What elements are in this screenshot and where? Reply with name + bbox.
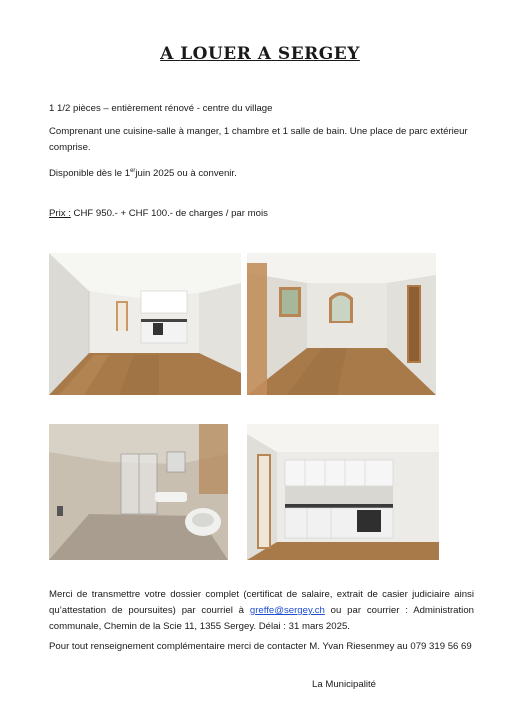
- availability-superscript: er: [130, 168, 136, 174]
- contact-text-before: Merci de transmettre votre dossier complet (certificat de salaire, extrait de casier judiciaire ainsi qu’attestation de poursuites) par courriel à: [49, 589, 474, 616]
- availability-prefix: Disponible dès le 1: [49, 168, 131, 180]
- intro-line-1: 1 1/2 pièces – entièrement rénové - centre du village: [49, 103, 273, 114]
- intro-line-3: [49, 163, 474, 182]
- availability-suffix: juin 2025 ou à convenir.: [135, 168, 237, 180]
- price-label: Prix :: [49, 208, 71, 219]
- info-paragraph: Pour tout renseignement complémentaire merci de contacter M. Yvan Riesenmey au 079 319 56 69: [49, 641, 472, 652]
- contact-text-after: ou par courrier : Administration communale, Chemin de la Scie 11, 1355 Sergey. Délai : 31 mars 2025.: [49, 605, 474, 632]
- intro-line-2: Comprenant une cuisine-salle à manger, 1 chambre et 1 salle de bain. Une place de parc extérieur comprise.: [49, 126, 468, 153]
- photo-bathroom: [49, 424, 228, 560]
- photo-kitchen: [247, 424, 439, 560]
- signature: La Municipalité: [312, 679, 376, 690]
- price-line: [49, 206, 474, 222]
- page-title: A LOUER A SERGEY: [160, 44, 360, 64]
- email-link[interactable]: greffe@sergey.ch: [249, 605, 325, 616]
- photo-bedroom: [247, 253, 436, 395]
- price-value: CHF 950.- + CHF 100.- de charges / par mois: [70, 208, 268, 219]
- contact-paragraph: [49, 587, 474, 635]
- photo-living-kitchen: [49, 253, 241, 395]
